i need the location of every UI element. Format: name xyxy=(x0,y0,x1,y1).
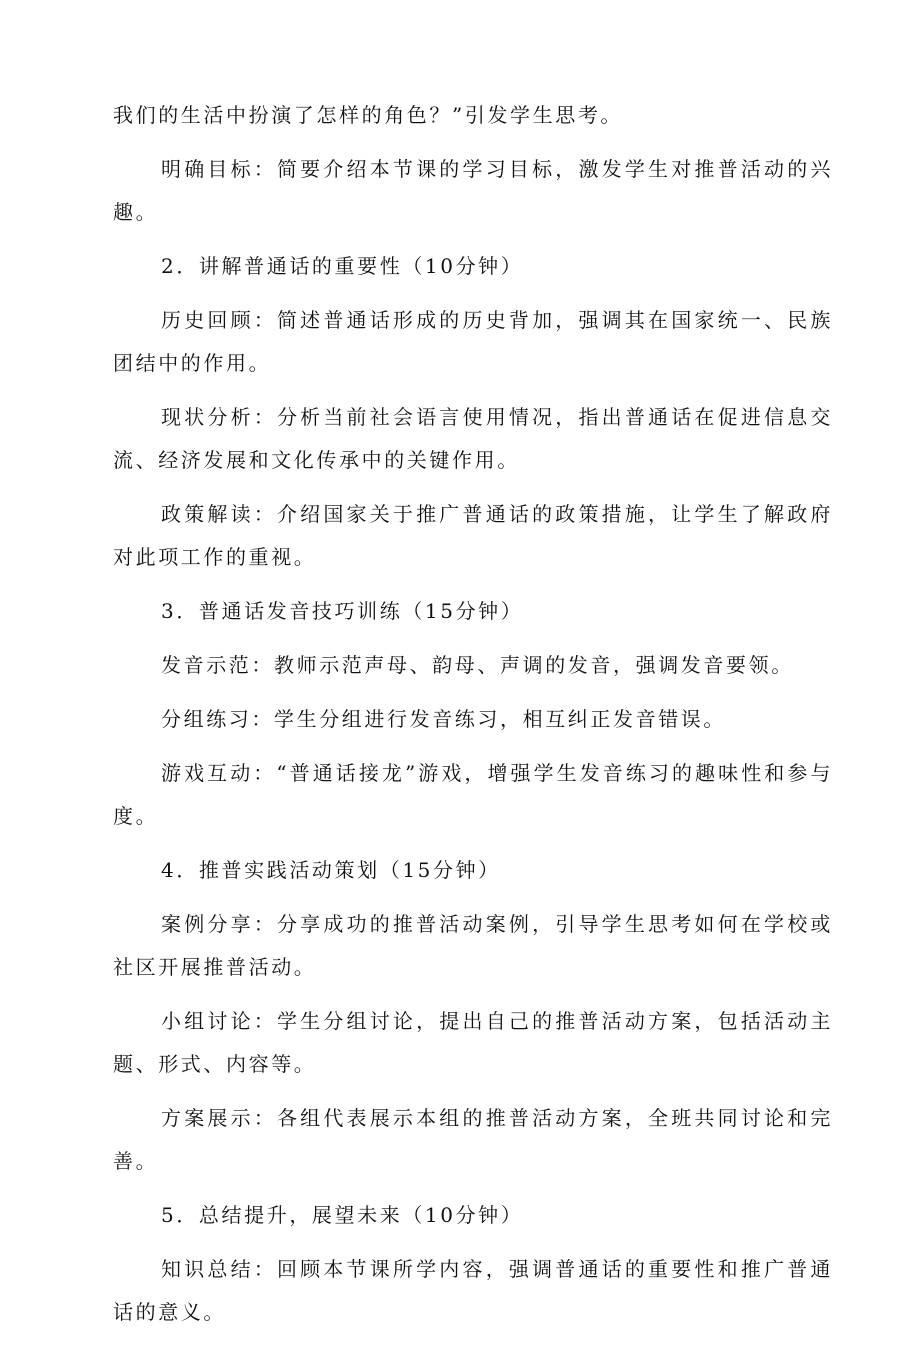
paragraph-group-discussion: 小组讨论：学生分组讨论，提出自己的推普活动方案，包括活动主题、形式、内容等。 xyxy=(113,1009,833,1076)
paragraph-history: 历史回顾：简述普通话形成的历史背加，强调其在国家统一、民族团结中的作用。 xyxy=(113,308,833,375)
section-heading-5: 5．总结提升，展望未来（10分钟） xyxy=(161,1203,524,1227)
paragraph-summary: 知识总结：回顾本节课所学内容，强调普通话的重要性和推广普通话的意义。 xyxy=(113,1257,833,1324)
paragraph-goal: 明确目标：简要介绍本节课的学习目标，激发学生对推普活动的兴趣。 xyxy=(113,157,833,224)
paragraph-game: 游戏互动：“普通话接龙”游戏，增强学生发音练习的趣味性和参与度。 xyxy=(113,761,833,828)
paragraph-case-share: 案例分享：分享成功的推普活动案例，引导学生思考如何在学校或社区开展推普活动。 xyxy=(113,912,833,979)
document-body xyxy=(113,94,833,1345)
paragraph-group-practice: 分组练习：学生分组进行发音练习，相互纠正发音错误。 xyxy=(161,707,726,731)
paragraph-plan-show: 方案展示：各组代表展示本组的推普活动方案，全班共同讨论和完善。 xyxy=(113,1106,833,1173)
section-heading-3: 3．普通话发音技巧训练（15分钟） xyxy=(161,599,524,623)
paragraph-intro-continuation: 我们的生活中扮演了怎样的角色？”引发学生思考。 xyxy=(113,103,624,127)
section-heading-2: 2．讲解普通话的重要性（10分钟） xyxy=(161,254,524,278)
paragraph-status: 现状分析：分析当前社会语言使用情况，指出普通话在促进信息交流、经济发展和文化传承中的关键作用。 xyxy=(113,405,833,472)
section-heading-4: 4．推普实践活动策划（15分钟） xyxy=(161,858,501,882)
paragraph-policy: 政策解读：介绍国家关于推广普通话的政策措施，让学生了解政府对此项工作的重视。 xyxy=(113,502,833,569)
paragraph-demo: 发音示范：教师示范声母、韵母、声调的发音，强调发音要领。 xyxy=(161,653,794,677)
